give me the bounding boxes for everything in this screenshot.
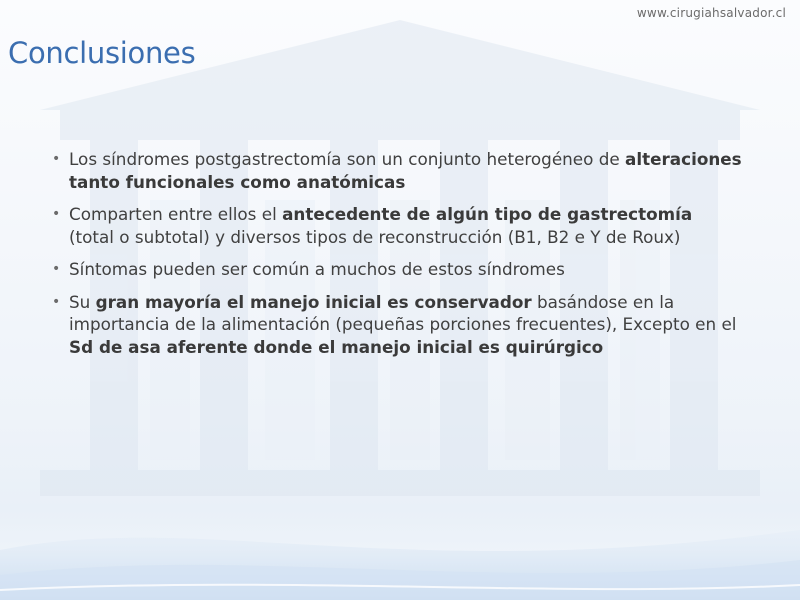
bullet-text: Síntomas pueden ser común a muchos de estos síndromes (69, 259, 565, 279)
bullet-dot-icon: • (52, 261, 61, 277)
bullet-text: Comparten entre ellos el antecedente de algún tipo de gastrectomía (total o subtotal) y diversos tipos de reconstrucción (B1, B2 e Y de Roux) (69, 204, 693, 247)
bullet-dot-icon: • (52, 151, 61, 167)
bullet-dot-icon: • (52, 293, 61, 310)
bottom-wave-decoration (0, 490, 800, 600)
bullet-list (52, 148, 742, 368)
bullet-item (52, 148, 742, 193)
bullet-text: Su gran mayoría el manejo inicial es conservador basándose en la importancia de la alimentación (pequeñas porciones frecuentes), Excepto en el Sd de asa aferente donde el manejo inicial es quirúrgico (69, 291, 737, 357)
website-url: www.cirugiahsalvador.cl (636, 6, 786, 20)
bullet-item (52, 291, 742, 359)
bullet-text: Los síndromes postgastrectomía son un conjunto heterogéneo de alteraciones tanto funcionales como anatómicas (69, 149, 742, 192)
slide-title: Conclusiones (8, 36, 196, 70)
bullet-item (52, 258, 742, 281)
bullet-dot-icon: • (52, 206, 61, 222)
bullet-item (52, 203, 742, 248)
